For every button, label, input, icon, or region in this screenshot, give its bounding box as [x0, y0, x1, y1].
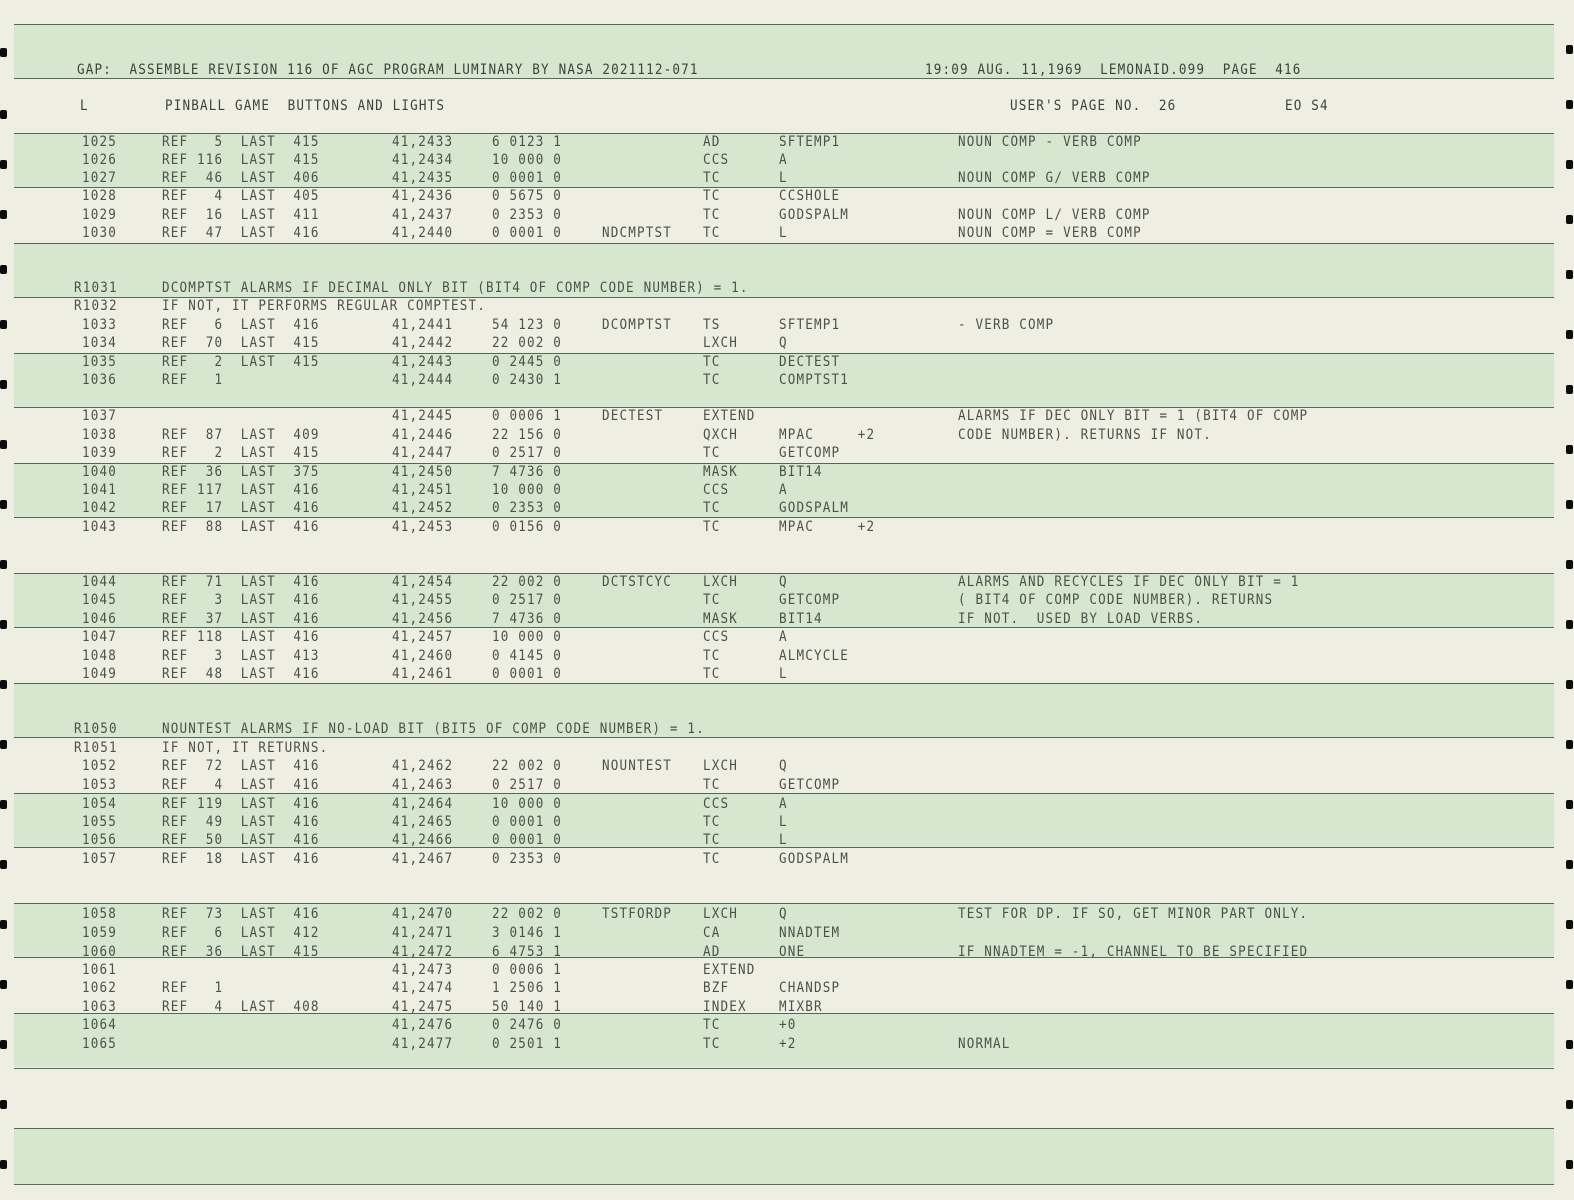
- opcode: QXCH: [703, 427, 739, 443]
- line-number: 1053: [82, 777, 118, 793]
- operand: COMPTST1: [779, 372, 850, 388]
- address: 41,2470: [392, 906, 454, 922]
- tractor-feed-hole: [0, 110, 7, 119]
- octal-code: 54 123 0: [492, 317, 563, 333]
- line-number: 1061: [82, 962, 118, 978]
- operand: BIT14: [779, 464, 823, 480]
- line-number: 1065: [82, 1036, 118, 1052]
- opcode: CA: [703, 925, 721, 941]
- reference: REF 16 LAST 411: [162, 207, 320, 223]
- tractor-feed-hole: [1566, 445, 1573, 454]
- comment: NOUN COMP L/ VERB COMP: [958, 207, 1151, 223]
- line-number: 1041: [82, 482, 118, 498]
- label: NDCMPTST: [602, 225, 673, 241]
- operand: GETCOMP: [779, 777, 841, 793]
- reference: REF 3 LAST 416: [162, 592, 320, 608]
- operand: +2: [779, 1036, 797, 1052]
- line-number: 1029: [82, 207, 118, 223]
- reference: REF 1: [162, 372, 224, 388]
- label: DCOMPTST: [602, 317, 673, 333]
- opcode: CCS: [703, 796, 730, 812]
- comment: IF NOT. USED BY LOAD VERBS.: [958, 611, 1204, 627]
- assembly-header: GAP: ASSEMBLE REVISION 116 OF AGC PROGRAM LUMINARY BY NASA 2021112-071: [77, 62, 699, 78]
- opcode: TC: [703, 354, 721, 370]
- tractor-feed-hole: [0, 320, 7, 329]
- operand: Q: [779, 758, 788, 774]
- section-letter: L: [80, 98, 89, 114]
- address: 41,2476: [392, 1017, 454, 1033]
- operand: A: [779, 482, 788, 498]
- opcode: TC: [703, 500, 721, 516]
- opcode: TC: [703, 832, 721, 848]
- address: 41,2472: [392, 944, 454, 960]
- reference: REF 36 LAST 375: [162, 464, 320, 480]
- operand: GODSPALM: [779, 851, 850, 867]
- address: 41,2440: [392, 225, 454, 241]
- opcode: EXTEND: [703, 408, 756, 424]
- line-number: 1048: [82, 648, 118, 664]
- operand: A: [779, 796, 788, 812]
- octal-code: 6 0123 1: [492, 134, 563, 150]
- line-number: 1034: [82, 335, 118, 351]
- tractor-feed-hole: [0, 980, 7, 989]
- remark-line-number: R1050: [74, 721, 118, 737]
- opcode: LXCH: [703, 758, 739, 774]
- remark-text: IF NOT, IT PERFORMS REGULAR COMPTEST.: [162, 298, 486, 314]
- opcode: TC: [703, 814, 721, 830]
- reference: REF 2 LAST 415: [162, 354, 320, 370]
- tractor-feed-hole: [1566, 45, 1573, 54]
- line-number: 1038: [82, 427, 118, 443]
- octal-code: 0 0001 0: [492, 225, 563, 241]
- octal-code: 50 140 1: [492, 999, 563, 1015]
- address: 41,2466: [392, 832, 454, 848]
- line-number: 1060: [82, 944, 118, 960]
- tractor-feed-hole: [1566, 620, 1573, 629]
- operand: DECTEST: [779, 354, 841, 370]
- tractor-feed-hole: [1566, 215, 1573, 224]
- remark-text: NOUNTEST ALARMS IF NO-LOAD BIT (BIT5 OF COMP CODE NUMBER) = 1.: [162, 721, 705, 737]
- octal-code: 0 0156 0: [492, 519, 563, 535]
- operand: Q: [779, 574, 788, 590]
- reference: REF 119 LAST 416: [162, 796, 320, 812]
- operand: SFTEMP1: [779, 134, 841, 150]
- tractor-feed-hole: [0, 265, 7, 274]
- row-rule: [14, 407, 1554, 408]
- reference: REF 18 LAST 416: [162, 851, 320, 867]
- tractor-feed-hole: [1566, 560, 1573, 569]
- remark-text: IF NOT, IT RETURNS.: [162, 740, 329, 756]
- octal-code: 22 002 0: [492, 758, 563, 774]
- octal-code: 0 0006 1: [492, 408, 563, 424]
- opcode: LXCH: [703, 335, 739, 351]
- operand: L: [779, 814, 788, 830]
- tractor-feed-hole: [0, 920, 7, 929]
- address: 41,2445: [392, 408, 454, 424]
- users-page-number: USER'S PAGE NO. 26: [1010, 98, 1177, 114]
- line-number: 1037: [82, 408, 118, 424]
- address: 41,2473: [392, 962, 454, 978]
- line-number: 1047: [82, 629, 118, 645]
- reference: REF 4 LAST 408: [162, 999, 320, 1015]
- tractor-feed-hole: [1566, 160, 1573, 169]
- reference: REF 4 LAST 416: [162, 777, 320, 793]
- opcode: EXTEND: [703, 962, 756, 978]
- tractor-feed-hole: [0, 210, 7, 219]
- row-rule: [14, 1068, 1554, 1069]
- address: 41,2475: [392, 999, 454, 1015]
- reference: REF 72 LAST 416: [162, 758, 320, 774]
- tractor-feed-hole: [1566, 100, 1573, 109]
- address: 41,2471: [392, 925, 454, 941]
- line-number: 1042: [82, 500, 118, 516]
- reference: REF 37 LAST 416: [162, 611, 320, 627]
- address: 41,2447: [392, 445, 454, 461]
- line-number: 1026: [82, 152, 118, 168]
- remark-line-number: R1032: [74, 298, 118, 314]
- tractor-feed-hole: [0, 160, 7, 169]
- line-number: 1045: [82, 592, 118, 608]
- address: 41,2436: [392, 188, 454, 204]
- tractor-feed-hole: [1566, 920, 1573, 929]
- operand: GODSPALM: [779, 207, 850, 223]
- remark-text: DCOMPTST ALARMS IF DECIMAL ONLY BIT (BIT4 OF COMP CODE NUMBER) = 1.: [162, 280, 749, 296]
- reference: REF 4 LAST 405: [162, 188, 320, 204]
- comment: NOUN COMP - VERB COMP: [958, 134, 1142, 150]
- address: 41,2453: [392, 519, 454, 535]
- line-number: 1058: [82, 906, 118, 922]
- operand: L: [779, 225, 788, 241]
- address: 41,2452: [392, 500, 454, 516]
- reference: REF 48 LAST 416: [162, 666, 320, 682]
- remark-line-number: R1031: [74, 280, 118, 296]
- tractor-feed-hole: [0, 560, 7, 569]
- octal-code: 0 2353 0: [492, 500, 563, 516]
- comment: ( BIT4 OF COMP CODE NUMBER). RETURNS: [958, 592, 1274, 608]
- reference: REF 5 LAST 415: [162, 134, 320, 150]
- line-number: 1054: [82, 796, 118, 812]
- tractor-feed-hole: [1566, 270, 1573, 279]
- line-number: 1025: [82, 134, 118, 150]
- operand: ONE: [779, 944, 806, 960]
- address: 41,2433: [392, 134, 454, 150]
- octal-code: 0 2517 0: [492, 592, 563, 608]
- row-rule: [14, 903, 1554, 904]
- opcode: TC: [703, 519, 721, 535]
- octal-code: 10 000 0: [492, 629, 563, 645]
- opcode: INDEX: [703, 999, 747, 1015]
- reference: REF 50 LAST 416: [162, 832, 320, 848]
- reference: REF 88 LAST 416: [162, 519, 320, 535]
- reference: REF 3 LAST 413: [162, 648, 320, 664]
- reference: REF 117 LAST 416: [162, 482, 320, 498]
- reference: REF 1: [162, 980, 224, 996]
- tractor-feed-hole: [1566, 680, 1573, 689]
- row-rule: [14, 1128, 1554, 1129]
- line-number: 1039: [82, 445, 118, 461]
- reference: REF 47 LAST 416: [162, 225, 320, 241]
- line-number: 1049: [82, 666, 118, 682]
- tractor-feed-hole: [0, 380, 7, 389]
- address: 41,2462: [392, 758, 454, 774]
- address: 41,2454: [392, 574, 454, 590]
- octal-code: 7 4736 0: [492, 611, 563, 627]
- octal-code: 0 0001 0: [492, 666, 563, 682]
- tractor-feed-hole: [0, 740, 7, 749]
- octal-code: 0 0001 0: [492, 832, 563, 848]
- operand: CHANDSP: [779, 980, 841, 996]
- tractor-feed-hole: [0, 1160, 7, 1169]
- label: NOUNTEST: [602, 758, 673, 774]
- comment: - VERB COMP: [958, 317, 1055, 333]
- address: 41,2477: [392, 1036, 454, 1052]
- opcode: TC: [703, 225, 721, 241]
- opcode: TC: [703, 648, 721, 664]
- opcode: CCS: [703, 152, 730, 168]
- line-number: 1035: [82, 354, 118, 370]
- opcode: TC: [703, 666, 721, 682]
- line-number: 1056: [82, 832, 118, 848]
- operand: A: [779, 629, 788, 645]
- address: 41,2444: [392, 372, 454, 388]
- octal-code: 0 2501 1: [492, 1036, 563, 1052]
- operand: MIXBR: [779, 999, 823, 1015]
- operand: CCSHOLE: [779, 188, 841, 204]
- operand: Q: [779, 335, 788, 351]
- operand: +0: [779, 1017, 797, 1033]
- opcode: TC: [703, 1036, 721, 1052]
- line-number: 1046: [82, 611, 118, 627]
- remark-line-number: R1051: [74, 740, 118, 756]
- label: TSTFORDP: [602, 906, 673, 922]
- tractor-feed-hole: [0, 500, 7, 509]
- tractor-feed-hole: [0, 860, 7, 869]
- opcode: BZF: [703, 980, 730, 996]
- operand: MPAC +2: [779, 519, 876, 535]
- reference: REF 73 LAST 416: [162, 906, 320, 922]
- opcode: TC: [703, 170, 721, 186]
- operand: ALMCYCLE: [779, 648, 850, 664]
- address: 41,2467: [392, 851, 454, 867]
- operand: GETCOMP: [779, 592, 841, 608]
- reference: REF 46 LAST 406: [162, 170, 320, 186]
- opcode: TC: [703, 851, 721, 867]
- line-number: 1027: [82, 170, 118, 186]
- octal-code: 10 000 0: [492, 796, 563, 812]
- reference: REF 49 LAST 416: [162, 814, 320, 830]
- opcode: TS: [703, 317, 721, 333]
- line-number: 1028: [82, 188, 118, 204]
- opcode: LXCH: [703, 906, 739, 922]
- tractor-feed-hole: [1566, 330, 1573, 339]
- line-number: 1030: [82, 225, 118, 241]
- line-number: 1059: [82, 925, 118, 941]
- eo-code: EO S4: [1285, 98, 1329, 114]
- opcode: TC: [703, 592, 721, 608]
- comment: NORMAL: [958, 1036, 1011, 1052]
- tractor-feed-hole: [1566, 1160, 1573, 1169]
- opcode: TC: [703, 777, 721, 793]
- address: 41,2435: [392, 170, 454, 186]
- reference: REF 6 LAST 416: [162, 317, 320, 333]
- comment: IF NNADTEM = -1, CHANNEL TO BE SPECIFIED: [958, 944, 1309, 960]
- address: 41,2465: [392, 814, 454, 830]
- octal-code: 0 5675 0: [492, 188, 563, 204]
- address: 41,2443: [392, 354, 454, 370]
- address: 41,2460: [392, 648, 454, 664]
- opcode: AD: [703, 134, 721, 150]
- timestamp-page-header: 19:09 AUG. 11,1969 LEMONAID.099 PAGE 416: [925, 62, 1302, 78]
- octal-code: 0 4145 0: [492, 648, 563, 664]
- reference: REF 70 LAST 415: [162, 335, 320, 351]
- octal-code: 0 0001 0: [492, 170, 563, 186]
- address: 41,2442: [392, 335, 454, 351]
- row-rule: [14, 78, 1554, 79]
- comment: ALARMS AND RECYCLES IF DEC ONLY BIT = 1: [958, 574, 1300, 590]
- opcode: TC: [703, 445, 721, 461]
- line-number: 1044: [82, 574, 118, 590]
- octal-code: 0 2517 0: [492, 777, 563, 793]
- line-number: 1033: [82, 317, 118, 333]
- operand: Q: [779, 906, 788, 922]
- address: 41,2451: [392, 482, 454, 498]
- tractor-feed-hole: [1566, 1100, 1573, 1109]
- tractor-feed-hole: [1566, 500, 1573, 509]
- octal-code: 0 2517 0: [492, 445, 563, 461]
- reference: REF 36 LAST 415: [162, 944, 320, 960]
- tractor-feed-hole: [1566, 1040, 1573, 1049]
- operand: A: [779, 152, 788, 168]
- address: 41,2461: [392, 666, 454, 682]
- tractor-feed-hole: [1566, 800, 1573, 809]
- green-bar-band: [14, 1128, 1554, 1184]
- tractor-feed-hole: [1566, 385, 1573, 394]
- comment: ALARMS IF DEC ONLY BIT = 1 (BIT4 OF COMP: [958, 408, 1309, 424]
- comment: NOUN COMP G/ VERB COMP: [958, 170, 1151, 186]
- operand: GODSPALM: [779, 500, 850, 516]
- octal-code: 10 000 0: [492, 152, 563, 168]
- octal-code: 7 4736 0: [492, 464, 563, 480]
- opcode: TC: [703, 207, 721, 223]
- address: 41,2441: [392, 317, 454, 333]
- operand: BIT14: [779, 611, 823, 627]
- opcode: MASK: [703, 464, 739, 480]
- octal-code: 22 002 0: [492, 335, 563, 351]
- reference: REF 118 LAST 416: [162, 629, 320, 645]
- label: DECTEST: [602, 408, 664, 424]
- octal-code: 0 2353 0: [492, 207, 563, 223]
- octal-code: 22 156 0: [492, 427, 563, 443]
- address: 41,2474: [392, 980, 454, 996]
- opcode: LXCH: [703, 574, 739, 590]
- tractor-feed-hole: [1566, 740, 1573, 749]
- opcode: TC: [703, 372, 721, 388]
- address: 41,2450: [392, 464, 454, 480]
- reference: REF 116 LAST 415: [162, 152, 320, 168]
- address: 41,2434: [392, 152, 454, 168]
- operand: L: [779, 170, 788, 186]
- row-rule: [14, 683, 1554, 684]
- address: 41,2456: [392, 611, 454, 627]
- address: 41,2437: [392, 207, 454, 223]
- octal-code: 0 0006 1: [492, 962, 563, 978]
- reference: REF 87 LAST 409: [162, 427, 320, 443]
- section-title: PINBALL GAME BUTTONS AND LIGHTS: [165, 98, 446, 114]
- comment: TEST FOR DP. IF SO, GET MINOR PART ONLY.: [958, 906, 1309, 922]
- tractor-feed-hole: [0, 1040, 7, 1049]
- opcode: TC: [703, 188, 721, 204]
- row-rule: [14, 1184, 1554, 1185]
- address: 41,2464: [392, 796, 454, 812]
- reference: REF 2 LAST 415: [162, 445, 320, 461]
- operand: L: [779, 666, 788, 682]
- reference: REF 71 LAST 416: [162, 574, 320, 590]
- octal-code: 6 4753 1: [492, 944, 563, 960]
- opcode: TC: [703, 1017, 721, 1033]
- tractor-feed-hole: [0, 620, 7, 629]
- line-number: 1064: [82, 1017, 118, 1033]
- address: 41,2457: [392, 629, 454, 645]
- tractor-feed-hole: [1566, 860, 1573, 869]
- operand: GETCOMP: [779, 445, 841, 461]
- tractor-feed-hole: [0, 680, 7, 689]
- line-number: 1063: [82, 999, 118, 1015]
- line-number: 1057: [82, 851, 118, 867]
- label: DCTSTCYC: [602, 574, 673, 590]
- line-number: 1055: [82, 814, 118, 830]
- comment: NOUN COMP = VERB COMP: [958, 225, 1142, 241]
- octal-code: 1 2506 1: [492, 980, 563, 996]
- octal-code: 0 0001 0: [492, 814, 563, 830]
- octal-code: 10 000 0: [492, 482, 563, 498]
- octal-code: 3 0146 1: [492, 925, 563, 941]
- operand: NNADTEM: [779, 925, 841, 941]
- opcode: CCS: [703, 629, 730, 645]
- tractor-feed-hole: [0, 440, 7, 449]
- address: 41,2446: [392, 427, 454, 443]
- line-number: 1062: [82, 980, 118, 996]
- address: 41,2455: [392, 592, 454, 608]
- operand: L: [779, 832, 788, 848]
- row-rule: [14, 243, 1554, 244]
- line-number: 1043: [82, 519, 118, 535]
- line-number: 1036: [82, 372, 118, 388]
- operand: MPAC +2: [779, 427, 876, 443]
- line-number: 1040: [82, 464, 118, 480]
- comment: CODE NUMBER). RETURNS IF NOT.: [958, 427, 1212, 443]
- row-rule: [14, 24, 1554, 25]
- reference: REF 17 LAST 416: [162, 500, 320, 516]
- octal-code: 0 2445 0: [492, 354, 563, 370]
- tractor-feed-hole: [0, 1100, 7, 1109]
- octal-code: 22 002 0: [492, 906, 563, 922]
- opcode: CCS: [703, 482, 730, 498]
- tractor-feed-hole: [0, 48, 7, 57]
- octal-code: 0 2353 0: [492, 851, 563, 867]
- tractor-feed-hole: [0, 800, 7, 809]
- tractor-feed-hole: [1566, 980, 1573, 989]
- address: 41,2463: [392, 777, 454, 793]
- opcode: AD: [703, 944, 721, 960]
- line-number: 1052: [82, 758, 118, 774]
- reference: REF 6 LAST 412: [162, 925, 320, 941]
- opcode: MASK: [703, 611, 739, 627]
- octal-code: 0 2430 1: [492, 372, 563, 388]
- octal-code: 0 2476 0: [492, 1017, 563, 1033]
- octal-code: 22 002 0: [492, 574, 563, 590]
- operand: SFTEMP1: [779, 317, 841, 333]
